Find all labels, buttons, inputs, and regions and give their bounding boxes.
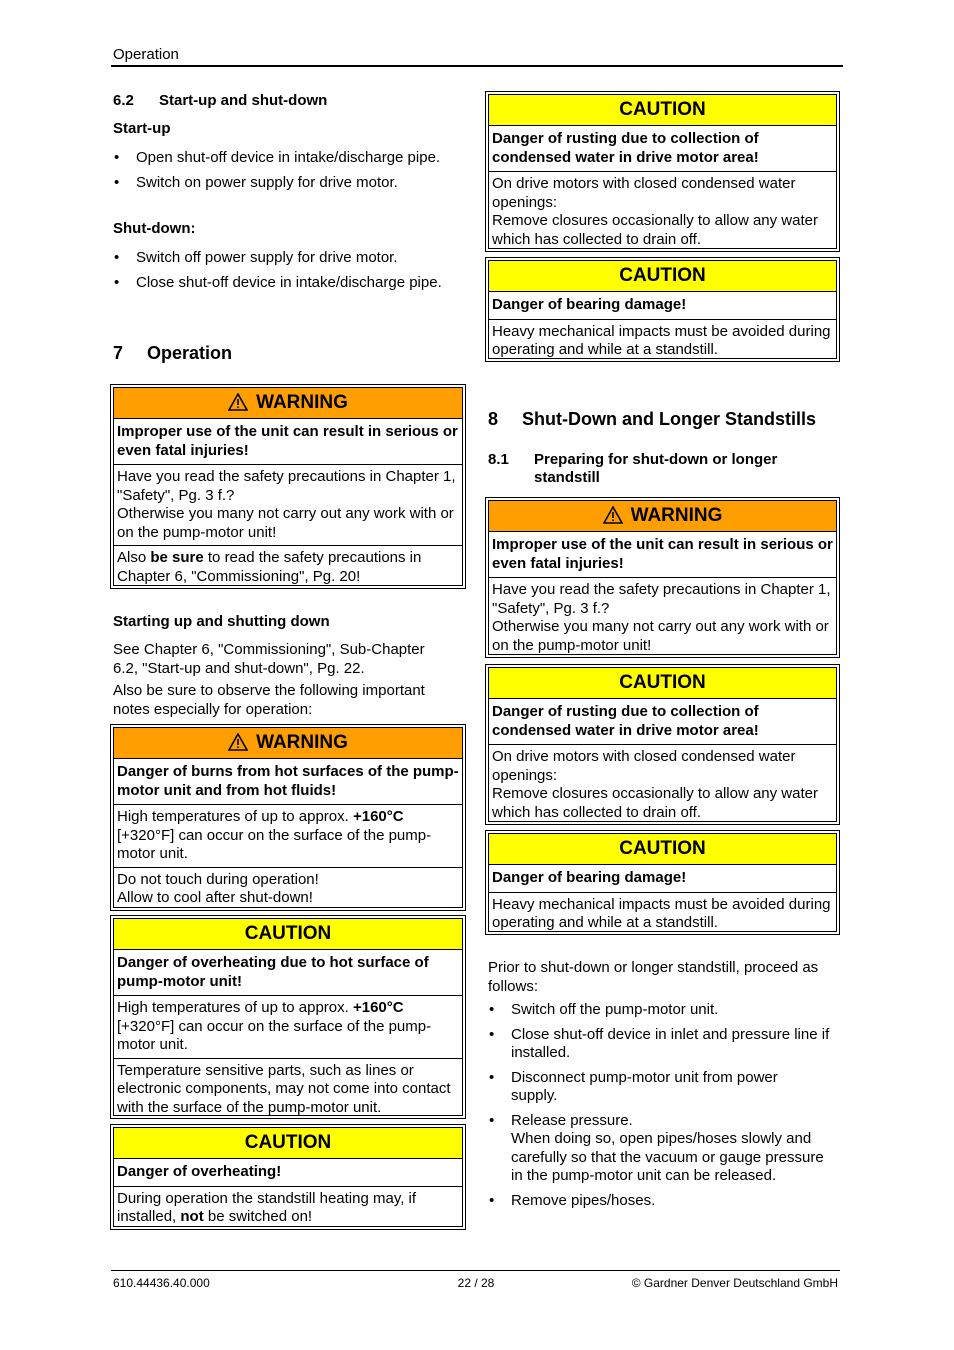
subsection-heading: Starting up and shutting down	[113, 613, 330, 630]
copyright: © Gardner Denver Deutschland GmbH	[631, 1276, 838, 1290]
caution-box-overheating	[110, 1124, 466, 1230]
caution-header: CAUTION	[489, 261, 836, 292]
page-number: 22 / 28	[457, 1276, 495, 1290]
emphasis: not	[180, 1208, 204, 1225]
warning-triangle-icon	[603, 504, 623, 534]
list-item	[488, 1112, 840, 1186]
document-number: 610.44436.40.000	[113, 1276, 210, 1290]
section-title: Shut-Down and Longer Standstills	[522, 409, 816, 429]
warning-label: WARNING	[256, 732, 348, 753]
caution-title: Danger of rusting due to collection of condensed water in drive motor area!	[489, 126, 836, 172]
text-run: During operation the standstill heating may, if installed,	[117, 1189, 417, 1225]
caution-box-rusting-2	[485, 664, 840, 825]
shutdown-steps-list	[488, 1001, 840, 1216]
caution-paragraph: Remove closures occasionally to allow any water which has collected to drain off.	[492, 212, 818, 248]
startup-label: Start-up	[113, 120, 171, 137]
caution-text	[489, 172, 836, 252]
warning-title: Danger of burns from hot surfaces of the pump-motor unit and from hot fluids!	[114, 759, 462, 805]
list-item: • Open shut-off device in intake/discharge pipe.	[113, 149, 463, 168]
caution-paragraph: On drive motors with closed condensed water openings:	[492, 748, 796, 784]
warning-paragraph: Have you read the safety precautions in Chapter 1, "Safety", Pg. 3 f.?	[117, 468, 456, 504]
paragraph: Also be sure to observe the following important notes especially for operation:	[113, 682, 425, 718]
caution-text: Temperature sensitive parts, such as lines or electronic components, may not come into contact with the surface of the pump-motor unit.	[117, 1061, 451, 1116]
caution-title: Danger of overheating due to hot surface of pump-motor unit!	[114, 950, 462, 996]
emphasis: be sure	[150, 549, 204, 566]
text-run: High temperatures of up to approx.	[117, 999, 353, 1016]
list-item: • Switch on power supply for drive motor.	[113, 174, 463, 193]
list-item: • Close shut-off device in inlet and pressure line if installed.	[488, 1026, 840, 1063]
text-run: [+320°F] can occur on the surface of the pump-motor unit.	[117, 1017, 432, 1053]
caution-text	[114, 1187, 462, 1230]
section-title: Operation	[147, 343, 233, 363]
paragraph: See Chapter 6, "Commissioning", Sub-Chapter 6.2, "Start-up and shut-down", Pg. 22.	[113, 641, 425, 677]
caution-text: Heavy mechanical impacts must be avoided during operating and while at a standstill.	[492, 322, 831, 358]
caution-header: CAUTION	[489, 95, 836, 126]
warning-paragraph: Otherwise you many not carry out any work with or on the pump-motor unit!	[117, 505, 454, 541]
caution-header: CAUTION	[489, 834, 836, 865]
list-item: • Close shut-off device in intake/discharge pipe.	[113, 274, 463, 293]
startup-list	[113, 149, 463, 198]
section-8-1-heading	[488, 451, 838, 487]
shutdown-list	[113, 249, 463, 298]
section-6-2-heading	[113, 92, 327, 109]
caution-header: CAUTION	[489, 668, 836, 699]
step-text: • Release pressure.	[511, 1111, 633, 1129]
warning-paragraph: Allow to cool after shut-down!	[117, 889, 313, 906]
warning-triangle-icon	[228, 731, 248, 761]
warning-text	[114, 805, 462, 868]
emphasis: +160°C	[352, 999, 404, 1016]
warning-title: Improper use of the unit can result in serious or even fatal injuries!	[114, 419, 462, 465]
section-number: 6.2	[113, 92, 134, 109]
list-item: • Disconnect pump-motor unit from power supply.	[488, 1069, 840, 1106]
warning-text	[114, 546, 462, 589]
warning-header	[489, 501, 836, 532]
footer-rule	[111, 1270, 840, 1271]
warning-header	[114, 728, 462, 759]
caution-paragraph: Remove closures occasionally to allow any water which has collected to drain off.	[492, 785, 818, 821]
caution-box-bearing	[485, 257, 840, 362]
text-run: High temperatures of up to approx.	[117, 808, 353, 825]
warning-header	[114, 388, 462, 419]
caution-box-bearing-2	[485, 830, 840, 935]
warning-text	[489, 578, 836, 658]
caution-header: CAUTION	[114, 919, 462, 950]
section-number: 8.1	[488, 451, 509, 468]
caution-header: CAUTION	[114, 1128, 462, 1159]
warning-paragraph: Do not touch during operation!	[117, 870, 319, 888]
caution-title: Danger of bearing damage!	[489, 865, 836, 893]
running-header: Operation	[113, 46, 179, 63]
text-run: [+320°F] can occur on the surface of the pump-motor unit.	[117, 826, 432, 862]
warning-title: Improper use of the unit can result in serious or even fatal injuries!	[489, 532, 836, 578]
caution-text	[489, 745, 836, 825]
emphasis: +160°C	[352, 808, 404, 825]
section-7-heading	[113, 343, 232, 364]
list-item: • Switch off the pump-motor unit.	[488, 1001, 840, 1020]
section-8-heading	[488, 409, 816, 430]
warning-label: WARNING	[256, 392, 348, 413]
step-detail: When doing so, open pipes/hoses slowly and carefully so that the vacuum or gauge pressure in the pump-motor unit can be released.	[511, 1130, 824, 1184]
warning-label: WARNING	[630, 505, 723, 526]
caution-text	[114, 996, 462, 1059]
caution-title: Danger of overheating!	[114, 1159, 462, 1187]
warning-text	[114, 465, 462, 546]
caution-box-rusting	[485, 91, 840, 252]
warning-text	[114, 868, 462, 911]
warning-box-improper-use	[110, 384, 466, 589]
header-rule	[111, 65, 843, 67]
text-run: be switched on!	[203, 1208, 313, 1225]
warning-triangle-icon	[228, 391, 248, 421]
paragraph: Prior to shut-down or longer standstill, proceed as follows:	[488, 959, 819, 995]
warning-paragraph: Have you read the safety precautions in Chapter 1, "Safety", Pg. 3 f.?	[492, 581, 831, 617]
warning-paragraph: Otherwise you many not carry out any work with or on the pump-motor unit!	[492, 618, 829, 654]
list-item: • Switch off power supply for drive motor.	[113, 249, 463, 268]
list-item: • Remove pipes/hoses.	[488, 1192, 840, 1211]
caution-text: Heavy mechanical impacts must be avoided during operating and while at a standstill.	[492, 895, 831, 931]
text-run: Also	[117, 549, 151, 566]
caution-paragraph: On drive motors with closed condensed water openings:	[492, 175, 796, 211]
section-number: 8	[488, 409, 499, 429]
warning-box-burns	[110, 724, 466, 911]
caution-title: Danger of bearing damage!	[489, 292, 836, 320]
section-number: 7	[113, 343, 124, 363]
caution-title: Danger of rusting due to collection of condensed water in drive motor area!	[489, 699, 836, 745]
text-run: to read the safety precautions in Chapter 6, "Commissioning", Pg. 20!	[117, 549, 422, 585]
section-title: Preparing for shut-down or longer standstill	[534, 451, 778, 486]
section-title: Start-up and shut-down	[159, 92, 328, 109]
caution-box-overheating-surface	[110, 915, 466, 1119]
warning-box-improper-use-2	[485, 497, 840, 658]
shutdown-label: Shut-down:	[113, 220, 196, 237]
